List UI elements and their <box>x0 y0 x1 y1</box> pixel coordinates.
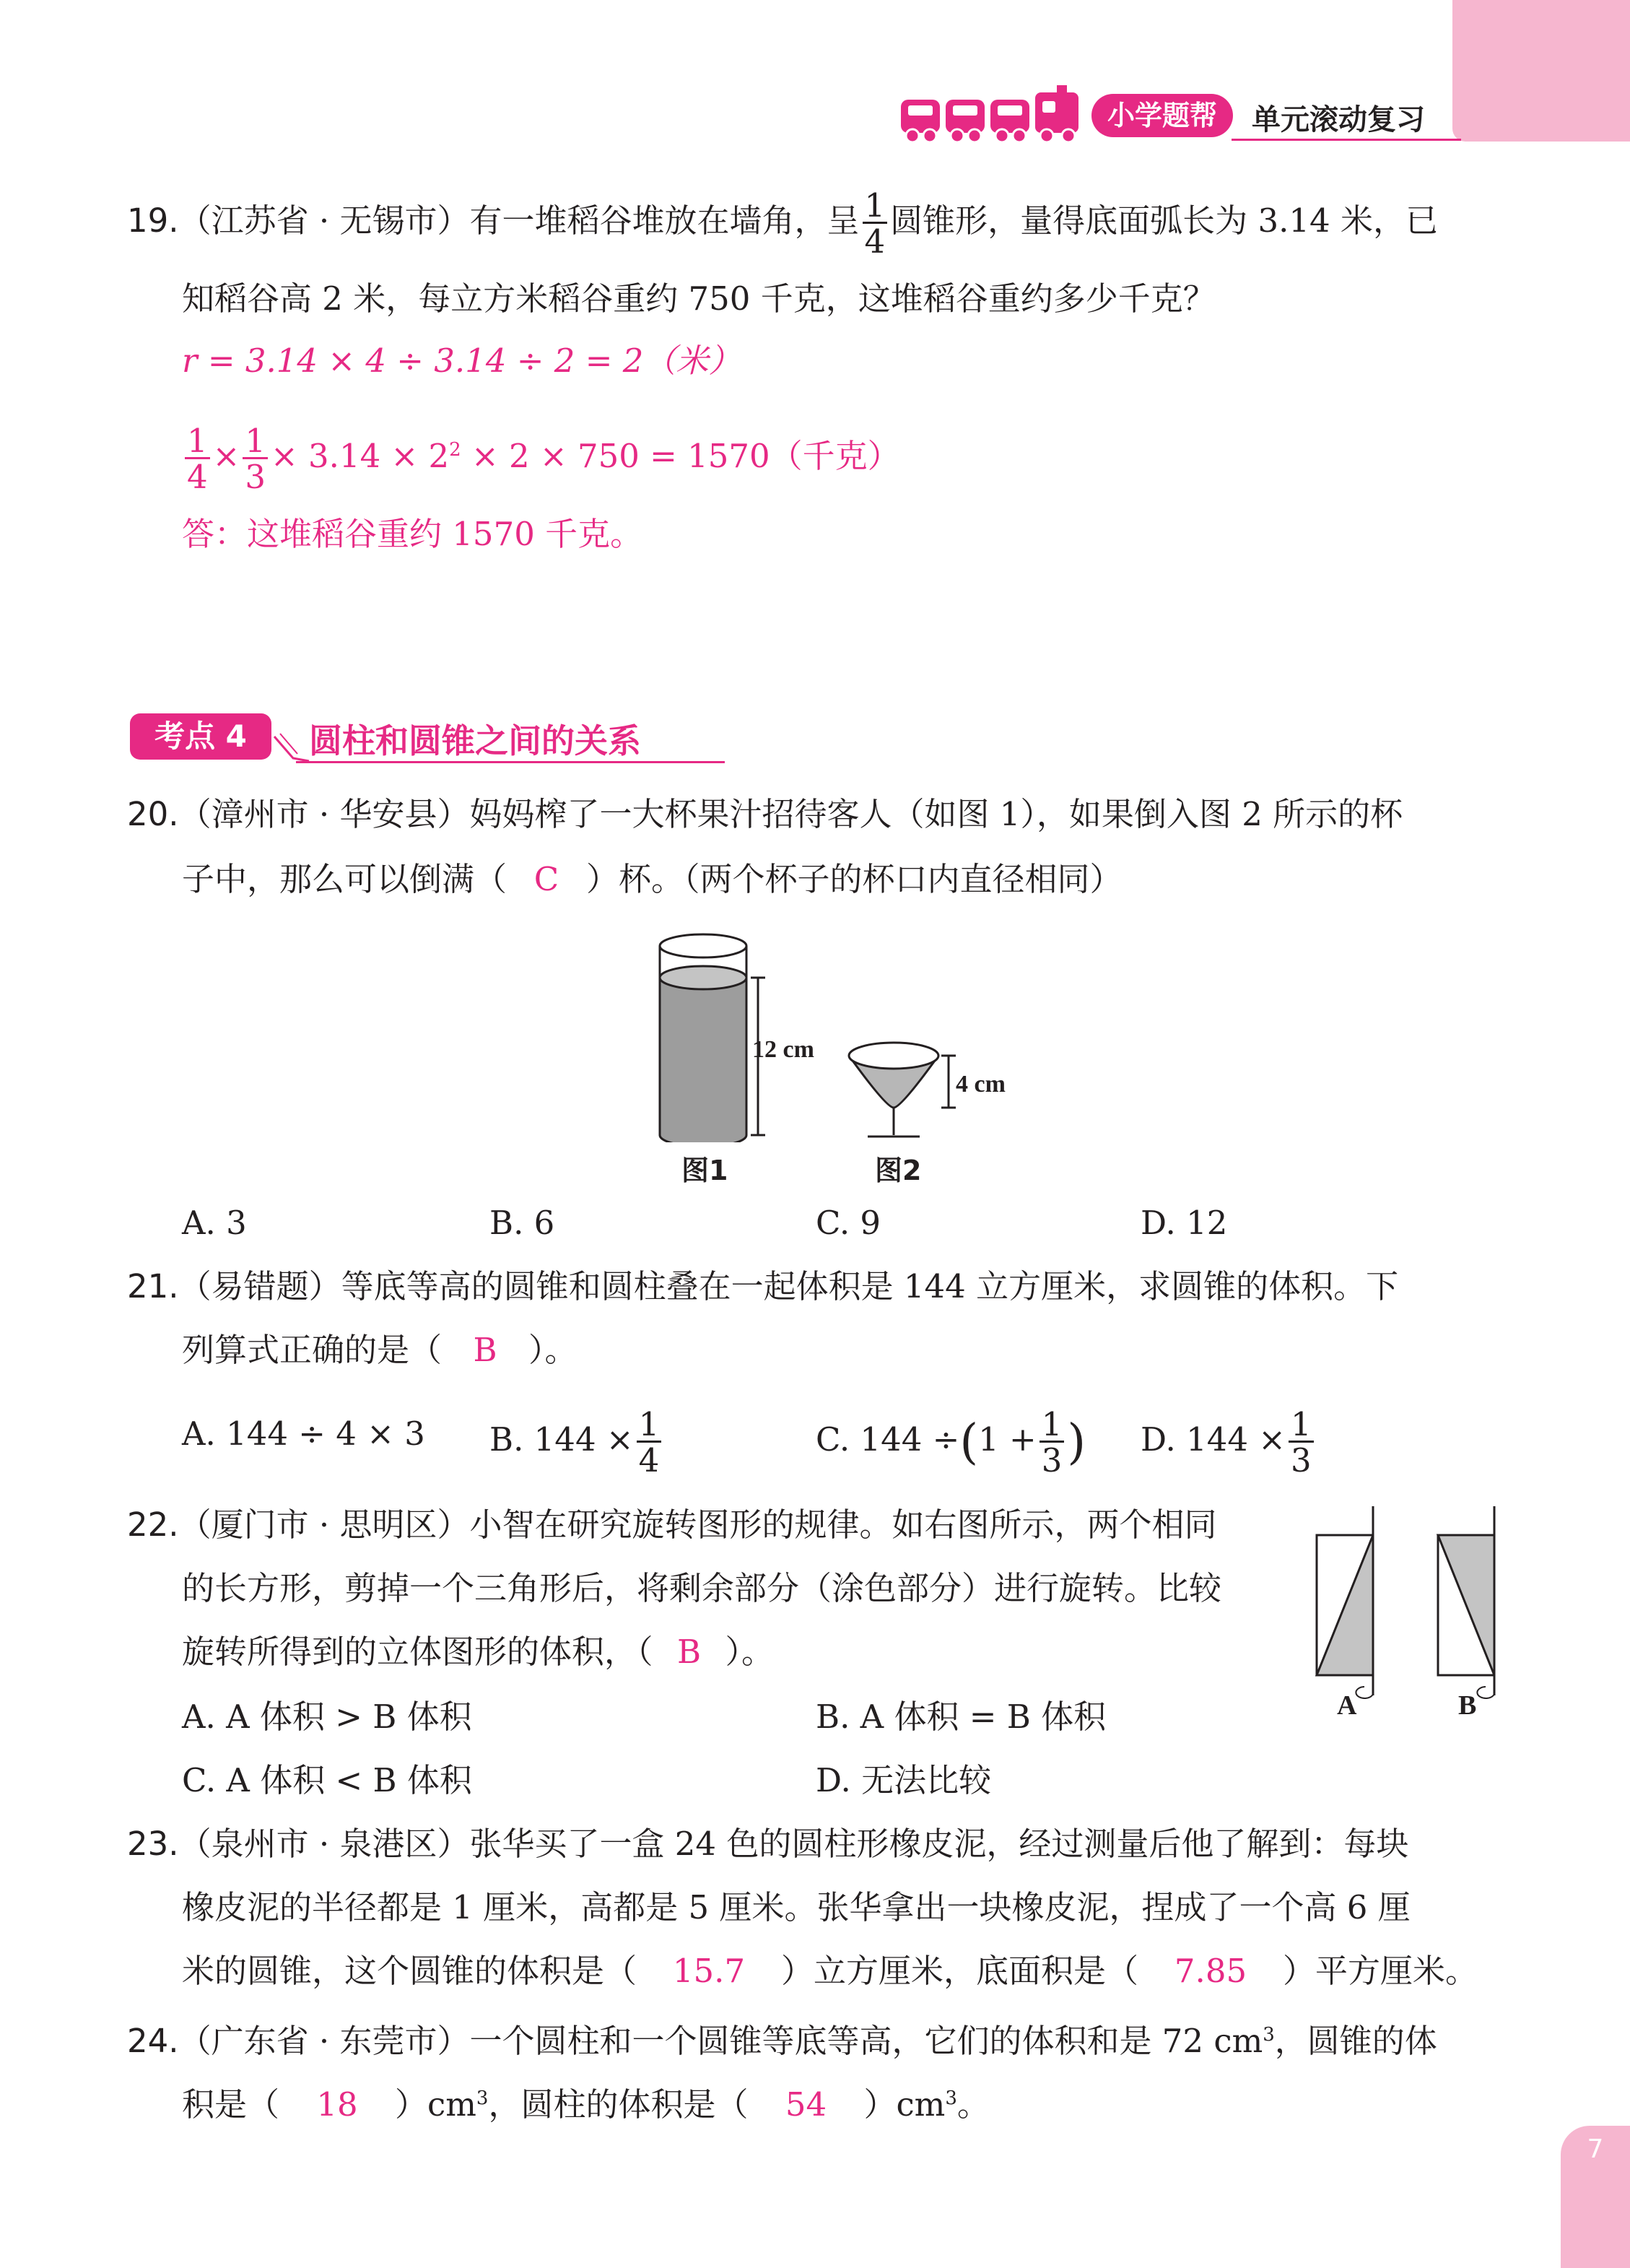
q21-option-d <box>1141 1405 1317 1480</box>
ans-expr-b: × 2 × 750 = 1570（千克） <box>461 437 900 475</box>
frac-den: 3 <box>1289 1441 1314 1477</box>
corner-tab <box>1452 0 1630 142</box>
q24-text2e: 。 <box>956 2085 990 2124</box>
q19-answer-line1: r = 3.14 × 4 ÷ 3.14 ÷ 2 = 2（米） <box>182 342 741 380</box>
fig-a-label: A <box>1337 1690 1357 1721</box>
q21-text1: （易错题）等底等高的圆锥和圆柱叠在一起体积是 144 立方厘米，求圆锥的体积。下 <box>178 1267 1399 1305</box>
frac-den: 3 <box>1040 1441 1065 1477</box>
frac-den: 4 <box>185 457 210 493</box>
q24-number: 24. <box>127 2022 179 2060</box>
q21-option-b <box>489 1405 664 1480</box>
frac-den: 3 <box>243 457 268 493</box>
train-icon <box>898 85 1083 144</box>
q20-number: 20. <box>127 795 179 833</box>
q21-option-a: A. 144 ÷ 4 × 3 <box>182 1415 425 1453</box>
kaodian-title: 圆柱和圆锥之间的关系 <box>309 721 641 760</box>
q24-text2b: ）cm <box>395 2085 476 2124</box>
q24-text1a: （广东省 · 东莞市）一个圆柱和一个圆锥等底等高，它们的体积和是 72 cm <box>178 2022 1263 2060</box>
fig1-dimension: 12 cm <box>752 1036 814 1063</box>
q20-text2a: 子中，那么可以倒满（ <box>182 860 507 898</box>
q24-answer-cylinder: 54 <box>785 2085 827 2124</box>
optb-fraction <box>637 1405 662 1480</box>
q21-number: 21. <box>127 1267 179 1305</box>
section-title: 单元滚动复习 <box>1252 103 1425 136</box>
optc-inner: 1 + <box>978 1420 1037 1459</box>
badge-swoosh-icon <box>271 729 312 765</box>
q20-option-d: D. 12 <box>1141 1204 1228 1242</box>
q23-number: 23. <box>127 1825 179 1863</box>
q22-answer: B <box>676 1633 702 1671</box>
kaodian-underline <box>296 761 725 763</box>
frac-num: 1 <box>245 422 266 460</box>
cube-exponent: 3 <box>945 2087 957 2109</box>
q22-option-c: C. A 体积 < B 体积 <box>182 1761 472 1799</box>
q24-text2c: ，圆柱的体积是（ <box>488 2085 749 2124</box>
q19-answer-line3: 答：这堆稻谷重约 1570 千克。 <box>182 515 643 553</box>
q22-text3b: ）。 <box>725 1633 775 1671</box>
q20-figure <box>650 926 1054 1142</box>
q23-line3 <box>182 1950 1478 1993</box>
q23-text1: （泉州市 · 泉港区）张华买了一盒 24 色的圆柱形橡皮泥，经过测量后他了解到：每块 <box>178 1825 1409 1863</box>
ans-exponent: 2 <box>449 439 461 461</box>
q22-number: 22. <box>127 1506 179 1544</box>
q21-text2b: ）。 <box>528 1331 578 1369</box>
optd-fraction <box>1289 1405 1314 1480</box>
q22-line1 <box>127 1503 1217 1547</box>
q21-option-c <box>816 1405 1086 1480</box>
right-paren-icon: ) <box>1067 1414 1086 1470</box>
q22-figure <box>1312 1506 1500 1701</box>
q22-option-d: D. 无法比较 <box>816 1761 992 1799</box>
frac-num: 1 <box>1041 1405 1063 1443</box>
fig2-dimension: 4 cm <box>956 1071 1006 1098</box>
frac-num: 1 <box>187 422 208 460</box>
kaodian-badge: 考点 4 <box>130 713 271 760</box>
fig1-label: 图1 <box>681 1155 728 1186</box>
q19-text1a: （江苏省 · 无锡市）有一堆稻谷堆放在墙角，呈 <box>178 201 860 240</box>
q22-option-a: A. A 体积 > B 体积 <box>182 1698 472 1736</box>
q20-option-a: A. 3 <box>182 1204 247 1242</box>
q22-text3a: 旋转所得到的立体图形的体积，（ <box>182 1633 653 1671</box>
frac-den: 4 <box>637 1441 662 1477</box>
q20-line2 <box>182 858 1123 901</box>
header-underline <box>1232 139 1461 141</box>
q23-text3b: ）立方厘米，底面积是（ <box>781 1952 1139 1990</box>
frac-num: 1 <box>864 186 886 225</box>
left-paren-icon: ( <box>959 1414 979 1470</box>
ans-fraction-1 <box>185 422 210 496</box>
ans-expr-a: × 3.14 × 2 <box>271 437 450 475</box>
q20-line1 <box>127 793 1403 836</box>
cube-exponent: 3 <box>476 2087 489 2109</box>
q24-text2a: 积是（ <box>182 2085 280 2124</box>
q19-number: 19. <box>127 201 179 240</box>
q24-answer-cone: 18 <box>316 2085 358 2124</box>
fig2-label: 图2 <box>875 1155 922 1186</box>
optb-text: B. 144 × <box>489 1420 634 1459</box>
q20-option-c: C. 9 <box>816 1204 881 1242</box>
ans-fraction-2 <box>243 422 268 496</box>
q20-option-b: B. 6 <box>489 1204 555 1242</box>
frac-den: 4 <box>863 222 888 258</box>
frac-num: 1 <box>1290 1405 1312 1443</box>
q19-fraction <box>863 186 888 261</box>
frac-num: 1 <box>638 1405 660 1443</box>
q23-text3c: ）平方厘米。 <box>1283 1952 1478 1990</box>
q22-line3 <box>182 1630 774 1674</box>
q22-text1: （厦门市 · 思明区）小智在研究旋转图形的规律。如右图所示，两个相同 <box>178 1506 1217 1544</box>
q21-line1 <box>127 1265 1398 1308</box>
q21-text2a: 列算式正确的是（ <box>182 1331 443 1369</box>
times-sign: × <box>212 437 240 475</box>
q24-line1 <box>127 2013 1437 2063</box>
optc-fraction <box>1040 1405 1065 1480</box>
q23-line1 <box>127 1822 1408 1866</box>
q21-line2 <box>182 1329 578 1372</box>
q23-text3a: 米的圆锥，这个圆锥的体积是（ <box>182 1952 637 1990</box>
q19-line2: 知稻谷高 2 米，每立方米稻谷重约 750 千克，这堆稻谷重约多少千克？ <box>182 279 1216 318</box>
q19-text1b: 圆锥形，量得底面弧长为 3.14 米，已 <box>890 201 1438 240</box>
brand-badge: 小学题帮 <box>1091 94 1233 137</box>
cube-exponent: 3 <box>1263 2024 1275 2046</box>
q20-answer: C <box>533 860 559 898</box>
q22-option-b: B. A 体积 = B 体积 <box>816 1698 1107 1736</box>
q20-text1: （漳州市 · 华安县）妈妈榨了一大杯果汁招待客人（如图 1），如果倒入图 2 所示的杯 <box>178 795 1403 833</box>
q24-text1b: ，圆锥的体 <box>1274 2022 1437 2060</box>
optd-text: D. 144 × <box>1141 1420 1286 1459</box>
q24-line2 <box>182 2077 990 2126</box>
optc-text: C. 144 ÷ <box>816 1420 960 1459</box>
q21-answer: B <box>473 1331 497 1369</box>
q19-line1 <box>127 186 1438 261</box>
page-number: 7 <box>1587 2134 1604 2164</box>
q19-answer-line2 <box>182 422 900 496</box>
q23-answer-volume: 15.7 <box>672 1952 746 1990</box>
q24-text2d: ）cm <box>863 2085 946 2124</box>
q23-line2: 橡皮泥的半径都是 1 厘米，高都是 5 厘米。张华拿出一块橡皮泥，捏成了一个高 6 厘 <box>182 1888 1411 1926</box>
q20-text2b: ）杯。（两个杯子的杯口内直径相同） <box>586 860 1123 898</box>
fig-b-label: B <box>1458 1690 1477 1721</box>
q23-answer-area: 7.85 <box>1174 1952 1247 1990</box>
q22-line2: 的长方形，剪掉一个三角形后，将剩余部分（涂色部分）进行旋转。比较 <box>182 1569 1222 1607</box>
